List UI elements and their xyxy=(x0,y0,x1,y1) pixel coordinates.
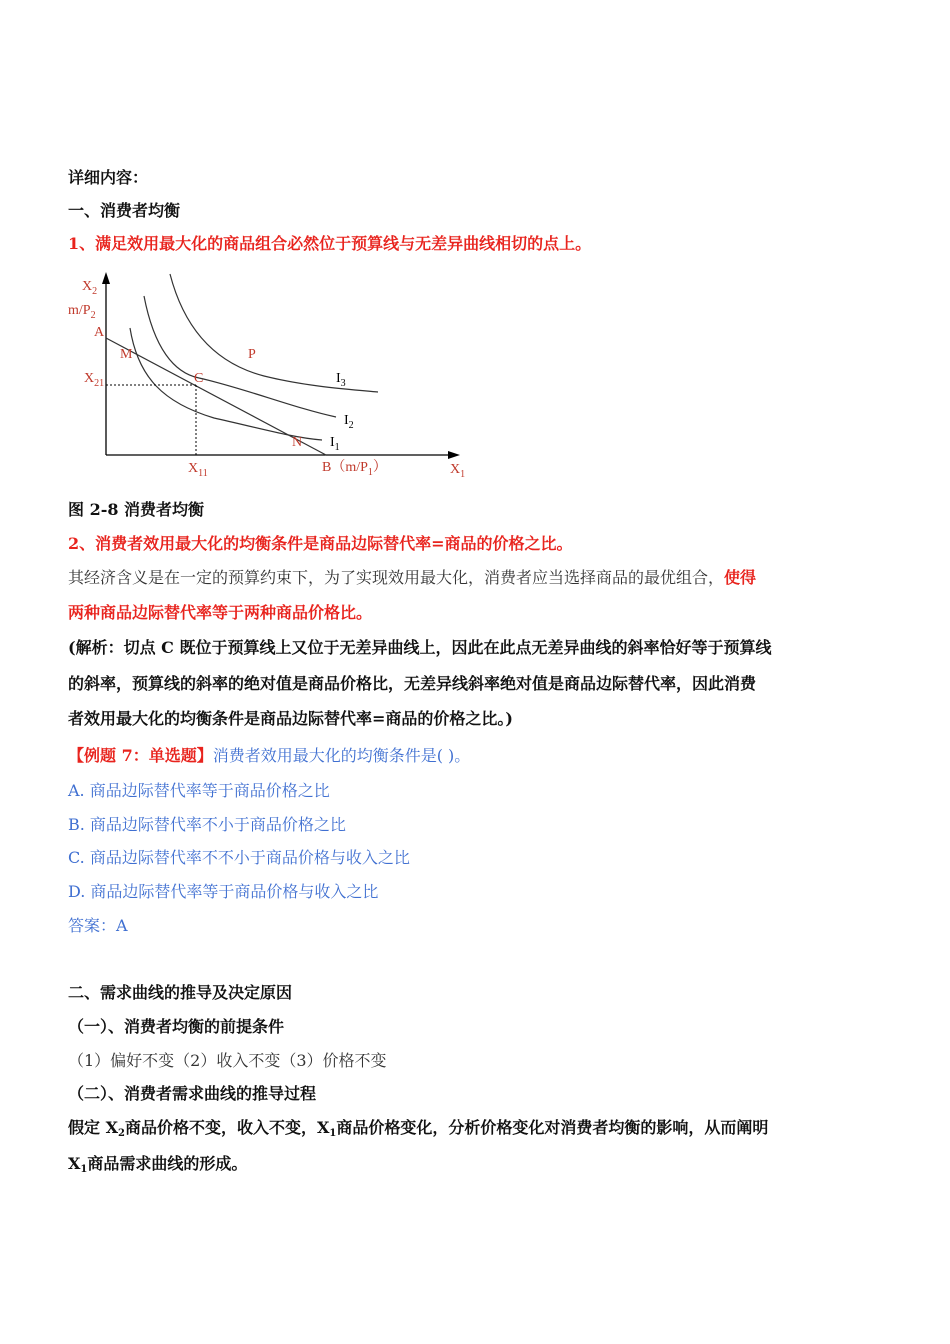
detail-heading: 详细内容： xyxy=(68,168,149,187)
point-p-label: P xyxy=(248,347,256,362)
answer: 答案：A xyxy=(68,916,128,935)
consumer-equilibrium-diagram xyxy=(64,268,474,486)
curve-i3-label: $I_3$ xyxy=(336,371,346,389)
section-1-title: 一、消费者均衡 xyxy=(68,201,181,220)
example-tag: 【例题 7：单选题】 xyxy=(68,746,213,765)
assumption-line-2 xyxy=(68,1152,850,1182)
curve-i1-label: $I_1$ xyxy=(330,435,340,453)
assume2-pre: X xyxy=(68,1154,81,1173)
option-c: C. 商品边际替代率不不小于商品价格与收入之比 xyxy=(68,848,410,867)
analysis-line-1: (解析：切点 C 既位于预算线上又位于无差异曲线上，因此在此点无差异曲线的斜率恰好等于预算线 xyxy=(68,638,772,657)
figure-caption: 图 2-8 消费者均衡 xyxy=(68,500,205,519)
point-1-text: 1、满足效用最大化的商品组合必然位于预算线与无差异曲线相切的点上。 xyxy=(68,234,592,253)
econ-meaning-line-2: 两种商品边际替代率等于两种商品价格比。 xyxy=(68,603,373,622)
econ-meaning-line-1 xyxy=(68,566,850,590)
curve-i2-label: $I_2$ xyxy=(344,413,354,431)
assume-sub-a: 2 xyxy=(118,1128,125,1139)
option-d: D. 商品边际替代率等于商品价格与收入之比 xyxy=(68,882,379,901)
analysis-line-3: 者效用最大化的均衡条件是商品边际替代率=商品的价格之比。) xyxy=(68,709,513,728)
point-n-label: N xyxy=(292,435,303,450)
point-a-label: A xyxy=(94,325,105,340)
option-b: B. 商品边际替代率不小于商品价格之比 xyxy=(68,815,346,834)
analysis-line-2: 的斜率，预算线的斜率的绝对值是商品价格比，无差异线斜率绝对值是商品边际替代率，因此消费 xyxy=(68,674,757,693)
indifference-curve-i2 xyxy=(144,296,336,417)
y-axis-arrow xyxy=(102,272,110,284)
point-m-label: M xyxy=(120,347,133,362)
example-question: 消费者效用最大化的均衡条件是( )。 xyxy=(212,746,471,765)
econ-meaning-red-1: 使得 xyxy=(724,568,757,587)
point-2-text: 2、消费者效用最大化的均衡条件是商品边际替代率=商品的价格之比。 xyxy=(68,534,573,553)
y-axis-label: $X_2$ xyxy=(82,279,98,297)
assume2-sub: 1 xyxy=(80,1164,88,1175)
example-question-line xyxy=(68,744,850,768)
subsection-1-content: （1）偏好不变（2）收入不变（3）价格不变 xyxy=(68,1051,387,1070)
section-2-title: 二、需求曲线的推导及决定原因 xyxy=(68,983,293,1002)
x11-label: $X_{11}$ xyxy=(188,461,208,479)
point-c-label: C xyxy=(194,371,204,386)
x-axis-arrow xyxy=(448,451,460,459)
subsection-1-title: （一）、消费者均衡的前提条件 xyxy=(68,1017,285,1036)
assume-pre: 假定 X xyxy=(68,1118,118,1137)
x21-label: $X_{21}$ xyxy=(84,371,105,389)
x-axis-label: $X_1$ xyxy=(450,462,466,480)
subsection-2-title: （二）、消费者需求曲线的推导过程 xyxy=(68,1084,317,1103)
assume2-post: 商品需求曲线的形成。 xyxy=(87,1154,248,1173)
assume-mid1: 商品价格不变，收入不变，X xyxy=(124,1118,330,1137)
option-a: A. 商品边际替代率等于商品价格之比 xyxy=(68,781,330,800)
point-b-label: $B(m/P_1)$ xyxy=(322,460,387,478)
econ-meaning-plain: 其经济含义是在一定的预算约束下，为了实现效用最大化，消费者应当选择商品的最优组合， xyxy=(68,568,725,587)
assumption-line-1 xyxy=(68,1116,850,1146)
assume-sub-b: 1 xyxy=(329,1128,337,1139)
y-intercept-label: $m/P_2$ xyxy=(68,303,96,321)
assume-mid2: 商品价格变化，分析价格变化对消费者均衡的影响，从而阐明 xyxy=(336,1118,769,1137)
indifference-curve-i1 xyxy=(130,328,322,440)
